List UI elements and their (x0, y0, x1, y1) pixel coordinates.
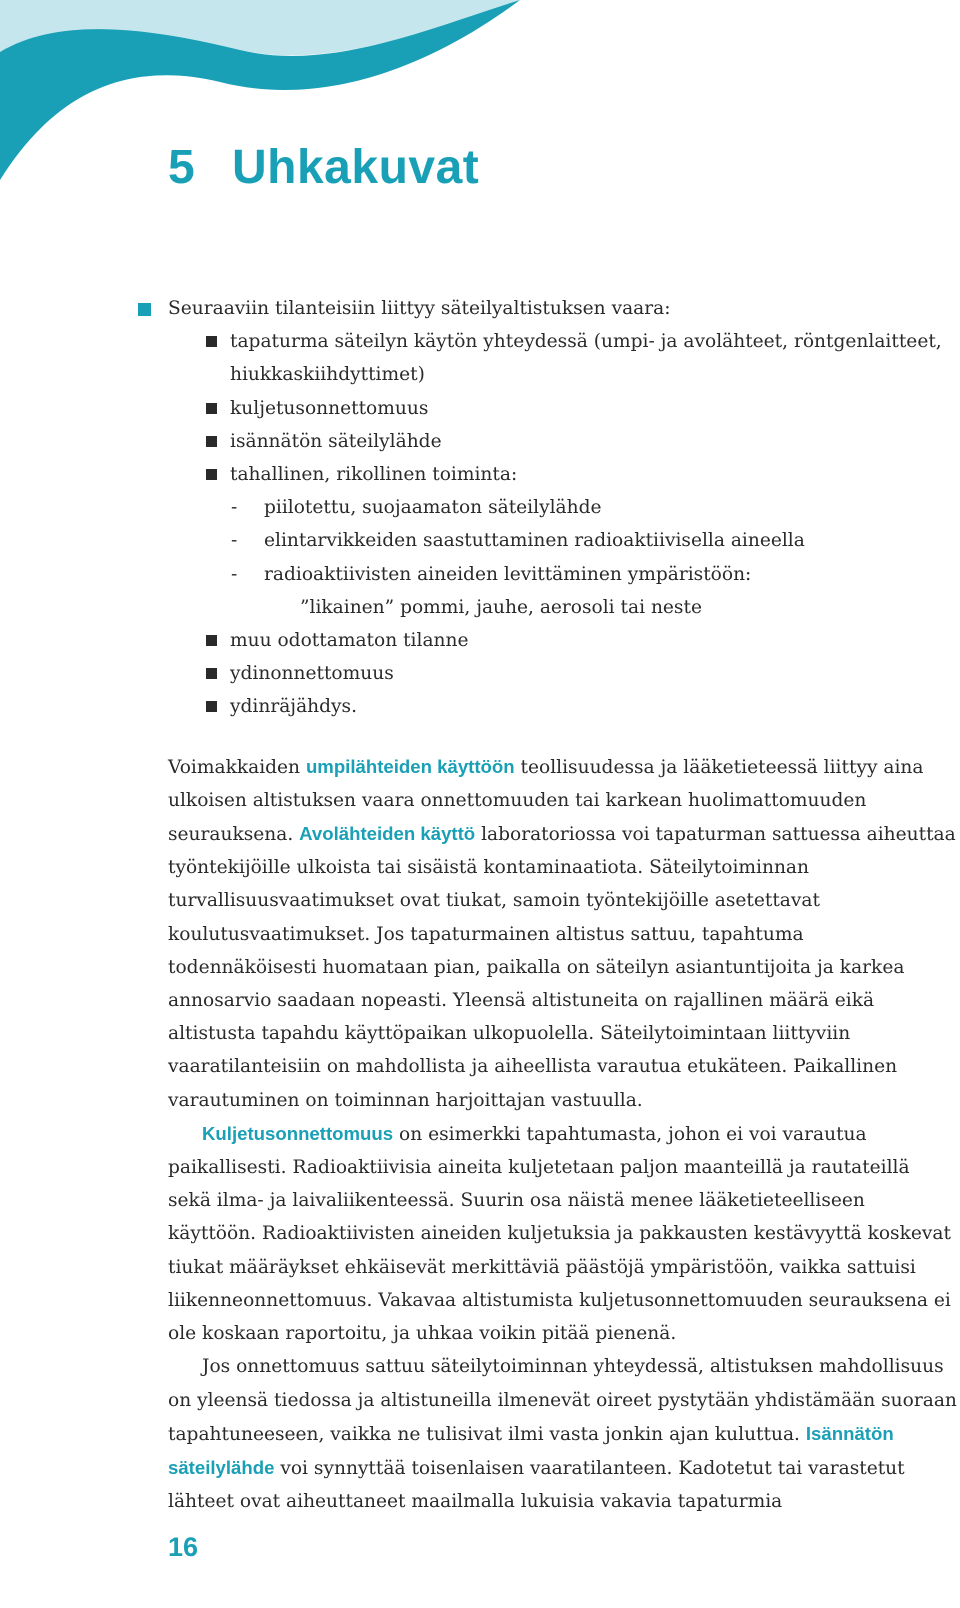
text-run: on esimerkki tapahtumasta, johon ei voi varautua paikallisesti. Radioaktiivisia aineita kuljetetaan paljon maanteillä ja rautateillä sekä ilma- ja laivaliikenteessä. Suurin osa näistä menee lääketieteelliseen käyttöön. Radioaktiivisten aineiden kuljetuksia ja pakkausten kestävyyttä koskevat tiukat määräykset ehkäisevät merkittäviä päästöjä ympäristöön, vaikka sattuisi liikenneonnettomuus. Vakavaa altistumista kuljetusonnettomuuden seurauksena ei ole koskaan raportoitu, ja uhkaa voikin pitää pienenä. (168, 1123, 951, 1345)
intro-lead: Seuraaviin tilanteisiin liittyy säteilyaltistuksen vaara: (168, 298, 671, 319)
hazard-list (168, 325, 958, 723)
paragraph (168, 1117, 958, 1350)
sub-list-item: - elintarvikkeiden saastuttaminen radioaktiivisella aineella (231, 530, 805, 552)
list-item: ydinonnettomuus (230, 657, 958, 690)
sub-list-item-continuation: ”likainen” pommi, jauhe, aerosoli tai neste (300, 596, 702, 618)
highlighted-term: umpilähteiden käyttöön (305, 755, 515, 777)
bullet-square-icon (206, 469, 217, 480)
list-item: tapaturma säteilyn käytön yhteydessä (umpi- ja avolähteet, röntgenlaitteet, hiukkaskiihdyttimet) (230, 325, 958, 391)
list-item: ydinräjähdys. (230, 690, 958, 723)
bullet-square-icon (206, 336, 217, 347)
text-run: Voimakkaiden (168, 756, 306, 778)
text-run: teollisuudessa ja lääketieteessä liittyy aina ulkoisen altistuksen vaara onnettomuuden tai karkean huolimattomuuden seurauksena. (168, 756, 924, 846)
bullet-square-icon (206, 701, 217, 712)
sub-list (230, 491, 958, 624)
bullet-square-icon (206, 635, 217, 646)
highlighted-term: Avolähteiden käyttö (299, 823, 476, 845)
chapter-heading (168, 140, 479, 195)
list-item: isännätön säteilylähde (230, 425, 958, 458)
list-item: muu odottamaton tilanne (230, 624, 958, 657)
section-marker-icon (138, 303, 151, 316)
chapter-title: Uhkakuvat (232, 141, 480, 194)
bullet-square-icon (206, 668, 217, 679)
paragraph (168, 1350, 958, 1518)
text-run: laboratoriossa voi tapaturman sattuessa aiheuttaa työntekijöille ulkoista tai sisäistä kontaminaatiota. Säteilytoiminnan turvallisuusvaatimukset ovat tiukat, samoin työntekijöille asetettavat koulutusvaatimukset. Jos tapaturmainen altistus sattuu, tapahtuma todennäköisesti huomataan pian, paikalla on säteilyn asiantuntijoita ja karkea annosarvio saadaan nopeasti. Yleensä altistuneita on rajallinen määrä eikä altistusta tapahdu käyttöpaikan ulkopuolella. Säteilytoimintaan liittyviin vaaratilanteisiin on mahdollista ja aiheellista varautua etukäteen. Paikallinen varautuminen on toiminnan harjoittajan vastuulla. (168, 824, 956, 1111)
list-item: tahallinen, rikollinen toiminta: - piilotettu, suojaamaton säteilylähde - elintarvikkeiden saastuttaminen radioaktiivisella aineella - radioaktiivisten aineiden levittäminen ympäristöön: ”likainen” pommi, jauhe, aerosoli tai neste (230, 458, 958, 624)
intro-block (168, 292, 958, 724)
text-run: Jos onnettomuus sattuu säteilytoiminnan yhteydessä, altistuksen mahdollisuus on yleensä tiedossa ja altistuneilla ilmenevät oireet pystytään yhdistämään suoraan tapahtuneeseen, vaikka ne tulisivat ilmi vasta jonkin ajan kuluttua. (168, 1356, 957, 1445)
bullet-square-icon (206, 436, 217, 447)
sub-list-item: - radioaktiivisten aineiden levittäminen ympäristöön: ”likainen” pommi, jauhe, aerosoli tai neste (264, 558, 958, 624)
highlighted-term: Isännätön säteilylähde (168, 1422, 894, 1478)
list-item: kuljetusonnettomuus (230, 392, 958, 425)
page-number: 16 (168, 1532, 199, 1562)
highlighted-term: Kuljetusonnettomuus (202, 1122, 394, 1144)
chapter-number: 5 (168, 141, 196, 194)
sub-list-item: - piilotettu, suojaamaton säteilylähde (231, 497, 602, 519)
body-text (168, 750, 958, 1519)
text-run: voi synnyttää toisenlaisen vaaratilanteen. Kadotetut tai varastetut lähteet ovat aiheuttaneet maailmalla lukuisia vakavia tapaturmia (168, 1457, 905, 1513)
paragraph (168, 750, 958, 1117)
bullet-square-icon (206, 403, 217, 414)
main-content (168, 292, 958, 1518)
